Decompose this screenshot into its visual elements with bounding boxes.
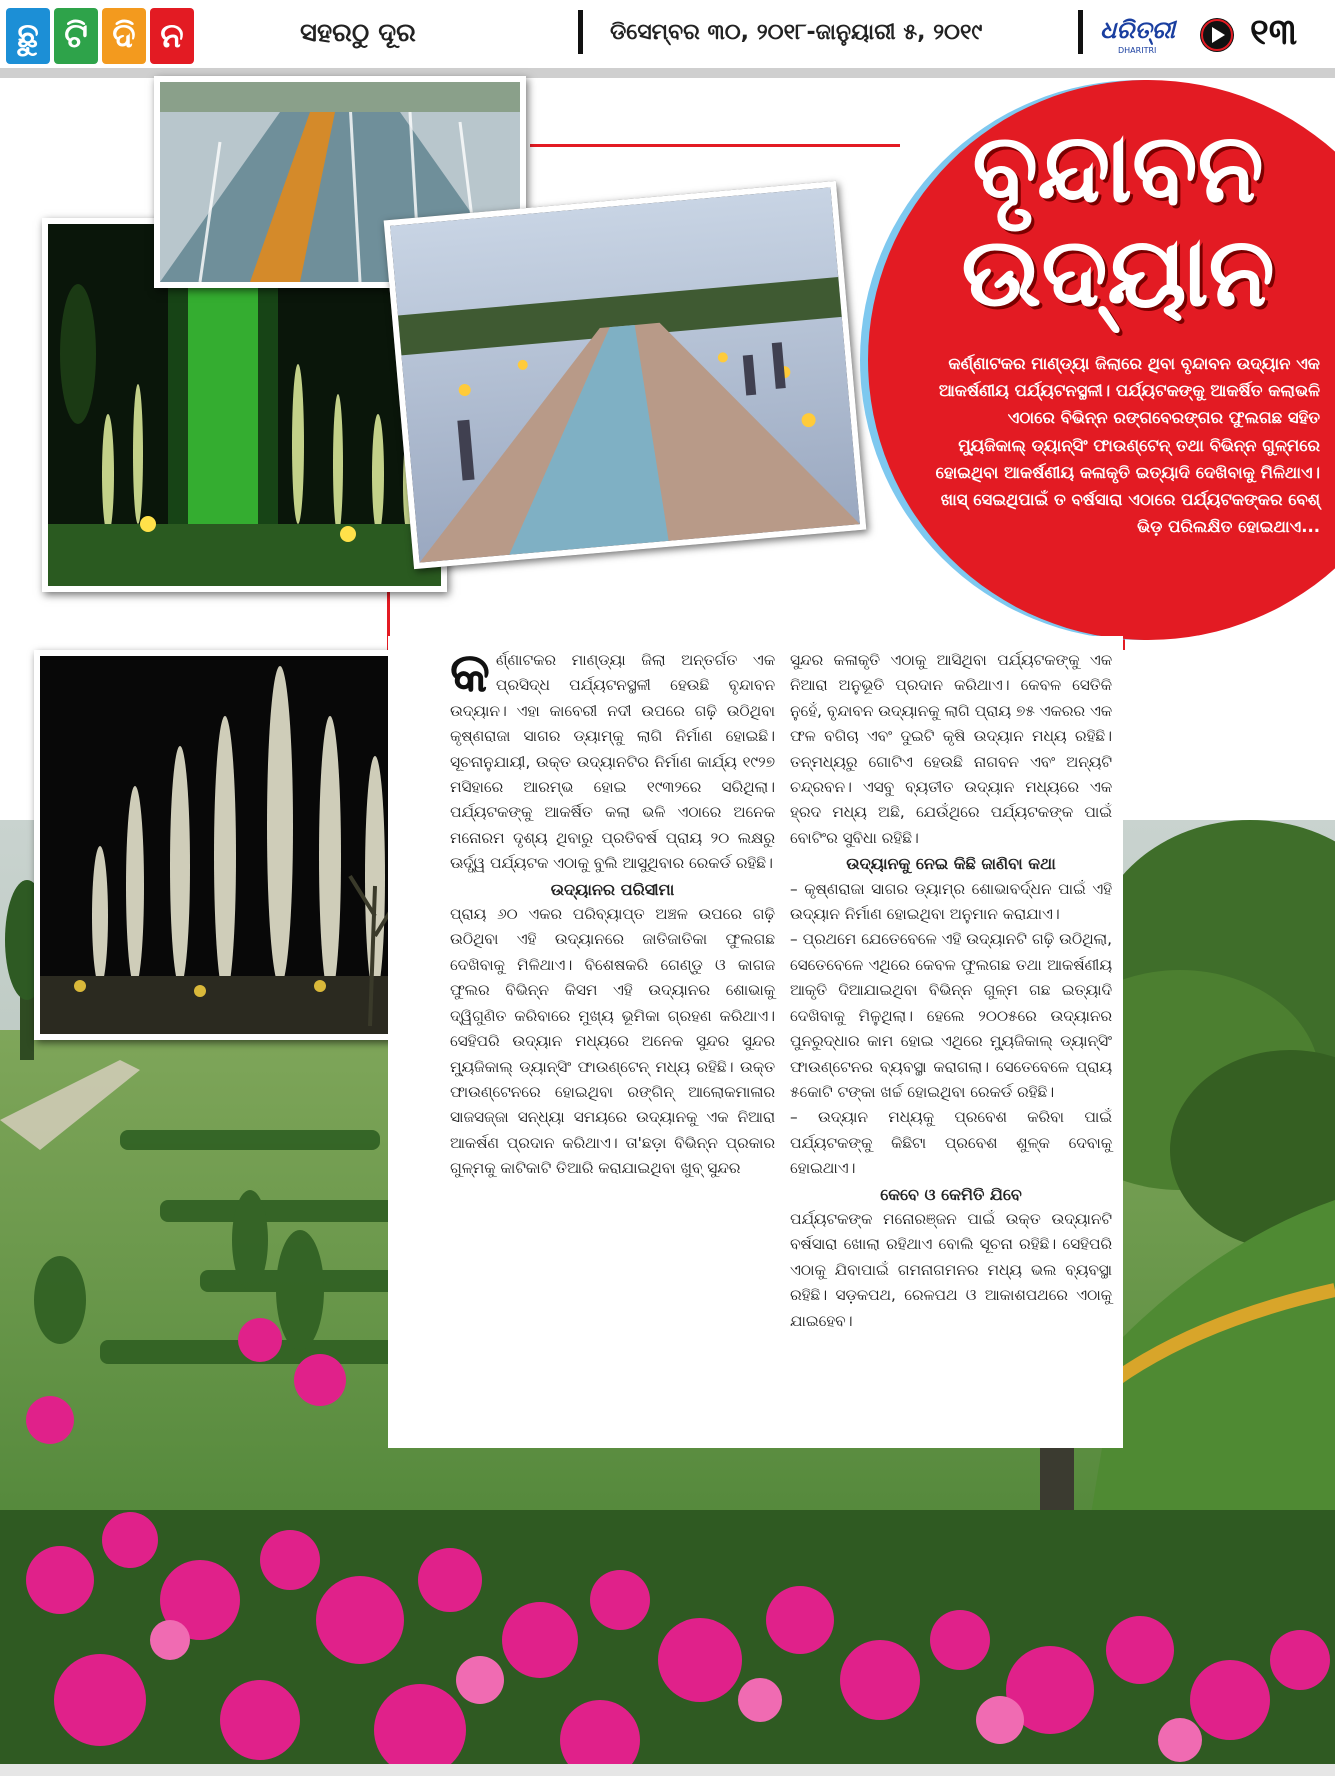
page-header [0,0,1335,70]
header-divider [1078,10,1083,54]
headline-line-2: ଉଦ୍ୟାନ [961,216,1275,328]
header-divider [578,10,583,54]
play-icon [1200,18,1234,52]
footer-strip [0,1764,1335,1776]
newspaper-brand: ଧରିତ୍ରୀ [1100,16,1175,44]
logo-tile-2: ଟି [54,8,98,64]
subhead-garden-area: ଉଦ୍ୟାନର ପରିସୀମା [550,879,675,899]
subhead-facts: ଉଦ୍ୟାନକୁ ନେଇ କିଛି ଜାଣିବା କଥା [846,854,1056,874]
evening-walkway-photo [384,181,867,569]
article-paragraph: ସୁନ୍ଦର କଳାକୃତି ଏଠାକୁ ଆସିଥିବା ପର୍ଯ୍ୟଟକଙ୍କୁ ଏକ ନିଆରା ଅନୁଭୂତି ପ୍ରଦାନ କରିଥାଏ। କେବଳ ସେତିକି ନୁହେଁ, ବୃନ୍ଦାବନ ଉଦ୍ୟାନକୁ ଲାଗି ପ୍ରାୟ ୭୫ ଏକରର ଏକ ଫଳ ବଗିଚା ଏବଂ ଦୁଇଟି କୃଷି ଉଦ୍ୟାନ ମଧ୍ୟ ରହିଛି। ତନ୍ମଧ୍ୟରୁ ଗୋଟିଏ ହେଉଛି ନାଗବନ ଏବଂ ଅନ୍ୟଟି ଚନ୍ଦ୍ରବନ। ଏସବୁ ବ୍ୟତୀତ ଉଦ୍ୟାନ ମଧ୍ୟରେ ଏକ ହ୍ରଦ ମଧ୍ୟ ଅଛି, ଯେଉଁଥିରେ ପର୍ଯ୍ୟଟକଙ୍କ ପାଇଁ ବୋଟିଂର ସୁବିଧା ରହିଛି। [790,651,1112,847]
logo-tile-4: ନ [150,8,194,64]
red-rule [530,144,900,147]
fact-item: – ପ୍ରଥମେ ଯେତେବେଳେ ଏହି ଉଦ୍ୟାନଟି ଗଢ଼ି ଉଠିଥିଲା, ସେତେବେଳେ ଏଥିରେ କେବଳ ଫୁଲଗଛ ତଥା ଆକର୍ଷଣୀୟ ଆକୃତି ଦିଆଯାଇଥିବା ବିଭିନ୍ନ ଗୁଳ୍ମ ଗଛ ଇତ୍ୟାଦି ଦେଖିବାକୁ ମିଳୁଥିଲା। ହେଲେ ୨୦୦୫ରେ ଉଦ୍ୟାନର ପୁନରୁଦ୍ଧାର କାମ ହୋଇ ଏଥିରେ ମ୍ୟୁଜିକାଲ୍ ଡ୍ୟାନ୍ସିଂ ଫାଉଣ୍ଟେନର ବ୍ୟବସ୍ଥା କରାଗଲା। ସେତେବେଳେ ପ୍ରାୟ ୫କୋଟି ଟଙ୍କା ଖର୍ଚ୍ଚ ହୋଇଥିବା ରେକର୍ଡ ରହିଛି। [790,930,1112,1101]
article-paragraph: ପର୍ଯ୍ୟଟକଙ୍କ ମନୋରଞ୍ଜନ ପାଇଁ ଉକ୍ତ ଉଦ୍ୟାନଟି ବର୍ଷସାରା ଖୋଲା ରହିଥାଏ ବୋଲି ସୂଚନା ରହିଛି। ସେହିପରି ଏଠାକୁ ଯିବାପାଇଁ ଗମନାଗମନର ମଧ୍ୟ ଭଲ ବ୍ୟବସ୍ଥା ରହିଛି। ସଡ଼କପଥ, ରେଳପଥ ଓ ଆକାଶପଥରେ ଏଠାକୁ ଯାଇହେବ। [790,1209,1112,1330]
article-paragraph: କର୍ଣ୍ଣାଟକର ମାଣ୍ଡ୍ୟା ଜିଲା ଅନ୍ତର୍ଗତ ଏକ ପ୍ରସିଦ୍ଧ ପର୍ଯ୍ୟଟନସ୍ଥଳୀ ହେଉଛି ବୃନ୍ଦାବନ ଉଦ୍ୟାନ। ଏହା କାବେରୀ ନଦୀ ଉପରେ ଗଢ଼ି ଉଠିଥିବା କୃଷ୍ଣରାଜା ସାଗର ଡ୍ୟାମ୍‌କୁ ଲାଗି ନିର୍ମାଣ ହୋଇଛି। ସୂଚନାନୁଯାୟୀ, ଉକ୍ତ ଉଦ୍ୟାନଟିର ନିର୍ମାଣ କାର୍ଯ୍ୟ ୧୯୨୭ ମସିହାରେ ଆରମ୍ଭ ହୋଇ ୧୯୩୨ରେ ସରିଥିଲା। ପର୍ଯ୍ୟଟକଙ୍କୁ ଆକର୍ଷିତ କଲା ଭଳି ଏଠାରେ ଅନେକ ମନୋରମ ଦୃଶ୍ୟ ଥିବାରୁ ପ୍ରତିବର୍ଷ ପ୍ରାୟ ୨୦ ଲକ୍ଷରୁ ଊର୍ଦ୍ଧ୍ୱ ପର୍ଯ୍ୟଟକ ଏଠାକୁ ବୁଲି ଆସୁଥିବାର ରେକର୍ଡ ରହିଛି। [450,641,775,873]
section-name: ସହରଠୁ ଦୂର [300,18,416,48]
intro-text: କର୍ଣ୍ଣାଟକର ମାଣ୍ଡ୍ୟା ଜିଲାରେ ଥିବା ବୃନ୍ଦାବନ ଉଦ୍ୟାନ ଏକ ଆକର୍ଷଣୀୟ ପର୍ଯ୍ୟଟନସ୍ଥଳୀ। ପର୍ଯ୍ୟଟକଙ୍କୁ ଆକର୍ଷିତ କଲାଭଳି ଏଠାରେ ବିଭିନ୍ନ ରଙ୍ଗବେରଙ୍ଗର ଫୁଲଗଛ ସହିତ ମ୍ୟୁଜିକାଲ୍ ଡ୍ୟାନ୍ସିଂ ଫାଉଣ୍ଟେନ୍ ତଥା ବିଭିନ୍ନ ଗୁଳ୍ମରେ ହୋଇଥିବା ଆକର୍ଷଣୀୟ କଳାକୃତି ଇତ୍ୟାଦି ଦେଖିବାକୁ ମିଳିଥାଏ। ଖାସ୍ ସେଇଥିପାଇଁ ତ ବର୍ଷସାରା ଏଠାରେ ପର୍ଯ୍ୟଟକଙ୍କର ବେଶ୍ ଭିଡ଼ ପରିଲକ୍ଷିତ ହୋଇଥାଏ... [935,354,1320,537]
page-number: ୧୩ [1250,12,1298,53]
article-column-1 [450,641,775,1182]
fact-item: – କୃଷ୍ଣରାଜା ସାଗର ଡ୍ୟାମ୍‌ର ଶୋଭାବର୍ଦ୍ଧନ ପାଇଁ ଏହି ଉଦ୍ୟାନ ନିର୍ମାଣ ହୋଇଥିବା ଅନୁମାନ କରାଯାଏ। [790,879,1112,924]
logo-tile-3: ଦି [102,8,146,64]
logo-tile-1: ଛୁ [6,8,50,64]
subhead-how-to-go: କେବେ ଓ କେମିତି ଯିବେ [880,1184,1022,1204]
article-column-2 [790,648,1112,1334]
newspaper-brand-sub: DHARITRI [1118,46,1157,55]
issue-date: ଡିସେମ୍ବର ୩୦, ୨୦୧୮-ଜାନୁୟାରୀ ୫, ୨୦୧୯ [610,20,983,45]
headline-line-1: ବୃନ୍ଦାବନ [972,112,1264,224]
article-paragraph: ପ୍ରାୟ ୬୦ ଏକର ପରିବ୍ୟାପ୍ତ ଅଞ୍ଚଳ ଉପରେ ଗଢ଼ି ଉଠିଥିବା ଏହି ଉଦ୍ୟାନରେ ଜାତିଜାତିକା ଫୁଲଗଛ ଦେଖିବାକୁ ମିଳିଥାଏ। ବିଶେଷକରି ଗେଣ୍ଡୁ ଓ କାଗଜ ଫୁଲର ବିଭିନ୍ନ କିସମ ଏହି ଉଦ୍ୟାନର ଶୋଭାକୁ ଦ୍ୱିଗୁଣିତ କରିବାରେ ମୁଖ୍ୟ ଭୂମିକା ଗ୍ରହଣ କରିଥାଏ। ସେହିପରି ଉଦ୍ୟାନ ମଧ୍ୟରେ ଅନେକ ସୁନ୍ଦର ସୁନ୍ଦର ମ୍ୟୁଜିକାଲ୍ ଡ୍ୟାନ୍ସିଂ ଫାଉଣ୍ଟେନ୍ ମଧ୍ୟ ରହିଛି। ଉକ୍ତ ଫାଉଣ୍ଟେନରେ ହୋଇଥିବା ରଙ୍ଗିନ୍ ଆଲୋକମାଳାର ସାଜସଜ୍ଜା ସନ୍ଧ୍ୟା ସମୟରେ ଉଦ୍ୟାନକୁ ଏକ ନିଆରା ଆକର୍ଷଣ ପ୍ରଦାନ କରିଥାଏ। ତା'ଛଡ଼ା ବିଭିନ୍ନ ପ୍ରକାର ଗୁଳ୍ମକୁ କାଟିକାଟି ତିଆରି କରାଯାଇଥିବା ଖୁବ୍ ସୁନ୍ଦର [450,905,775,1178]
drop-cap: କ [450,641,490,704]
fact-item: – ଉଦ୍ୟାନ ମଧ୍ୟକୁ ପ୍ରବେଶ କରିବା ପାଇଁ ପର୍ଯ୍ୟଟକଙ୍କୁ କିଛିଟା ପ୍ରବେଶ ଶୁଳ୍କ ଦେବାକୁ ହୋଇଥାଏ। [790,1108,1112,1178]
